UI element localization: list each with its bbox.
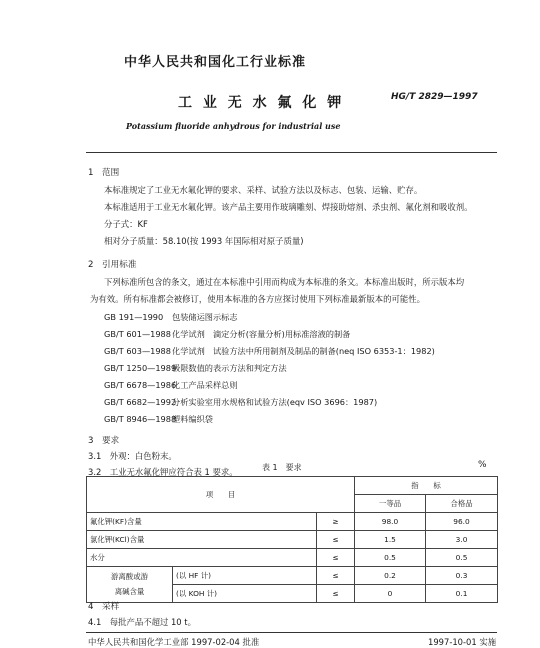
row-sign: ≤ — [317, 549, 355, 567]
approval-note: 中华人民共和国化学工业部 1997-02-04 批准 — [88, 637, 260, 647]
section-1-line: 本标准适用于工业无水氟化钾。该产品主要用作玻璃雕刻、焊接助熔剂、杀虫剂、氟化剂和吸收剂。 — [104, 202, 473, 212]
reference-code: GB/T 8946—1988 — [104, 414, 177, 424]
row-sub-name: (以 KOH 计) — [173, 585, 317, 603]
header-qualified: 合格品 — [426, 495, 498, 513]
reference-code: GB/T 603—1988 — [104, 346, 171, 356]
row-value-qualified: 3.0 — [426, 531, 498, 549]
header-divider — [86, 152, 497, 153]
document-title: 工 业 无 水 氟 化 钾 — [178, 95, 345, 111]
standard-type-heading: 中华人民共和国化工行业标准 — [124, 55, 307, 70]
row-value-qualified: 0.3 — [426, 567, 498, 585]
reference-item — [104, 363, 287, 374]
reference-item — [104, 397, 377, 408]
table-caption: 表 1 要求 — [262, 463, 302, 472]
table-row — [87, 513, 498, 531]
requirements-table — [86, 476, 498, 603]
row-value-qualified: 0.5 — [426, 549, 498, 567]
row-sign: ≤ — [317, 567, 355, 585]
row-value-grade-1: 0.2 — [355, 567, 426, 585]
section-1-heading: 1 范围 — [88, 168, 120, 178]
row-value-grade-1: 98.0 — [355, 513, 426, 531]
reference-title: 极限数值的表示方法和判定方法 — [172, 363, 287, 373]
section-2-intro-line: 下列标准所包含的条文，通过在本标准中引用而构成为本标准的条文。本标准出版时，所示版本均 — [104, 277, 465, 287]
table-unit: % — [478, 460, 487, 470]
row-value-qualified: 0.1 — [426, 585, 498, 603]
requirement-item: 3.1 外观：白色粉末。 — [88, 451, 177, 461]
header-item: 项 目 — [87, 477, 355, 513]
section-2-intro-line: 为有效。所有标准都会被修订，使用本标准的各方应探讨使用下列标准最新版本的可能性。 — [90, 294, 425, 304]
row-value-qualified: 96.0 — [426, 513, 498, 531]
section-1-line: 相对分子质量：58.10(按 1993 年国际相对原子质量) — [104, 236, 304, 246]
group-label-line: 离碱含量 — [114, 586, 145, 596]
footer-divider — [86, 632, 497, 633]
requirement-item: 3.2 工业无水氟化钾应符合表 1 要求。 — [88, 467, 238, 477]
reference-item — [104, 312, 238, 323]
reference-title: 塑料编织袋 — [172, 414, 213, 424]
row-sub-name: (以 HF 计) — [173, 567, 317, 585]
row-sign: ≥ — [317, 513, 355, 531]
reference-title: 化工产品采样总则 — [172, 380, 238, 390]
reference-code: GB/T 6682—1992 — [104, 397, 177, 407]
reference-title: 化学试剂 试验方法中所用制剂及制品的制备(neq ISO 6353-1：1982) — [172, 346, 435, 356]
reference-item — [104, 346, 435, 357]
row-sign: ≤ — [317, 531, 355, 549]
reference-code: GB/T 6678—1986 — [104, 380, 177, 390]
section-1-line: 本标准规定了工业无水氟化钾的要求、采样、试验方法以及标志、包装、运输、贮存。 — [104, 185, 423, 195]
table-row — [87, 531, 498, 549]
section-4-heading: 4 采样 — [88, 602, 120, 612]
reference-item — [104, 414, 213, 425]
table-header-row — [87, 477, 498, 495]
table-row — [87, 567, 498, 585]
row-name: 氯化钾(KCl)含量 — [87, 531, 317, 549]
reference-code: GB 191—1990 — [104, 312, 164, 322]
section-1-line: 分子式：KF — [104, 219, 148, 229]
reference-title: 化学试剂 滴定分析(容量分析)用标准溶液的制备 — [172, 329, 351, 339]
section-3-heading: 3 要求 — [88, 436, 120, 446]
row-name: 水分 — [87, 549, 317, 567]
header-index: 指 标 — [355, 477, 498, 495]
english-title: Potassium fluoride anhydrous for industrial use — [126, 121, 341, 131]
group-label-line: 游离酸或游 — [111, 572, 148, 582]
standard-code: HG/T 2829—1997 — [391, 92, 478, 102]
header-grade-1: 一等品 — [355, 495, 426, 513]
reference-code: GB/T 601—1988 — [104, 329, 171, 339]
reference-title: 分析实验室用水规格和试验方法(eqv ISO 3696：1987) — [172, 397, 378, 407]
reference-item — [104, 380, 238, 391]
sampling-item: 4.1 每批产品不超过 10 t。 — [88, 617, 196, 627]
reference-code: GB/T 1250—1989 — [104, 363, 177, 373]
row-value-grade-1: 0.5 — [355, 549, 426, 567]
row-value-grade-1: 0 — [355, 585, 426, 603]
row-value-grade-1: 1.5 — [355, 531, 426, 549]
reference-title: 包装储运图示标志 — [172, 312, 238, 322]
reference-item — [104, 329, 350, 340]
table-row — [87, 549, 498, 567]
row-name: 氟化钾(KF)含量 — [87, 513, 317, 531]
row-sign: ≤ — [317, 585, 355, 603]
effective-date: 1997-10-01 实施 — [428, 637, 497, 647]
section-2-heading: 2 引用标准 — [88, 260, 137, 270]
free-acid-alkali-group — [87, 567, 173, 603]
